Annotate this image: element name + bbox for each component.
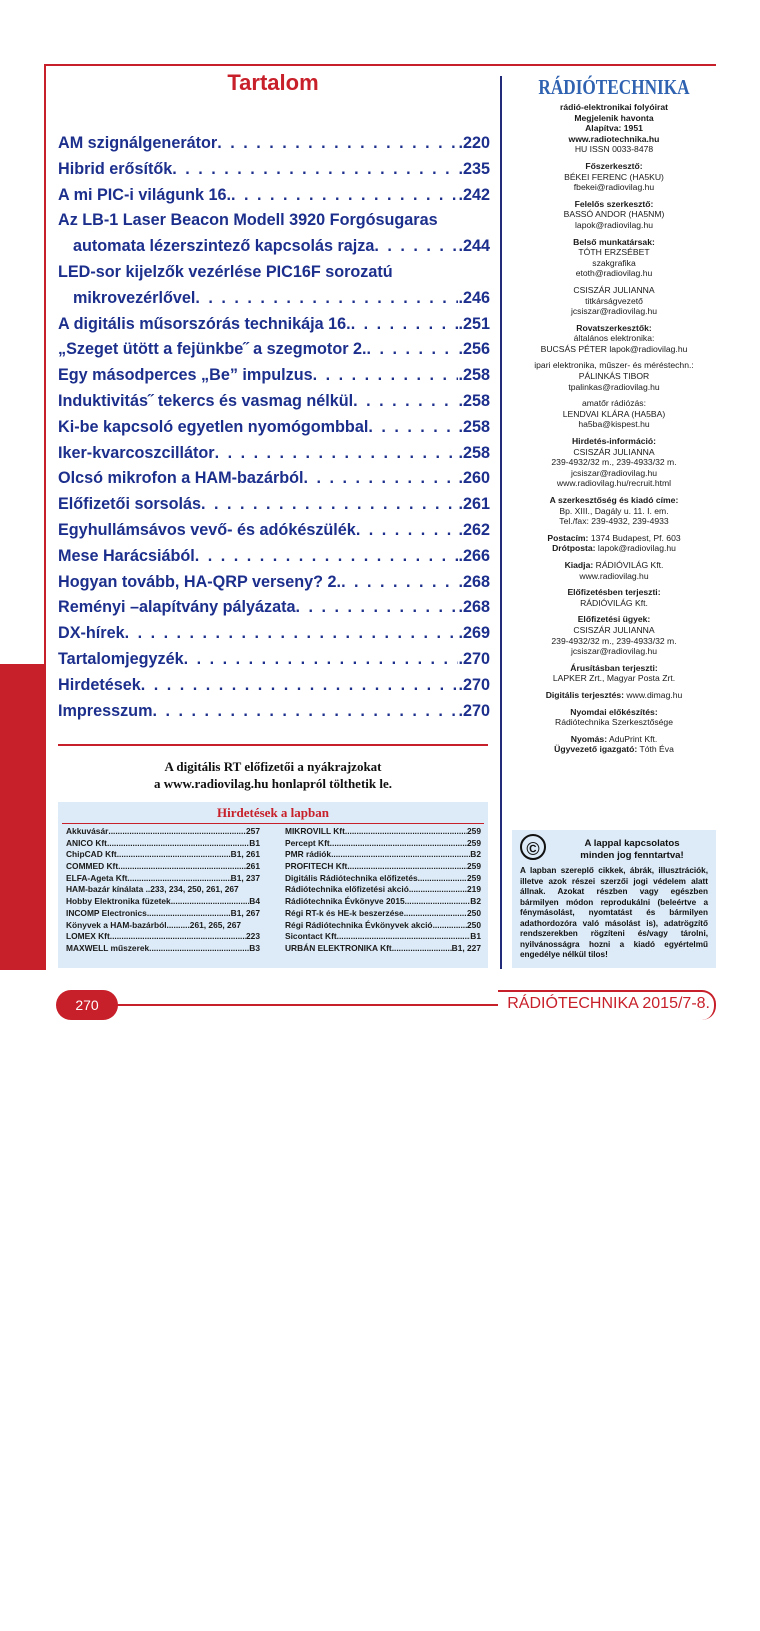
side-tab	[0, 664, 44, 1628]
notice-line-1: A digitális RT előfizetői a nyákrajzokat	[164, 759, 382, 774]
label: Drótposta:	[552, 543, 596, 554]
label: Főszerkesztő:	[585, 160, 643, 171]
left-frame-rule	[44, 64, 46, 970]
ad-entry-pages: B4	[249, 896, 260, 907]
ads-column-right	[285, 826, 481, 955]
toc-entry-page: .270	[458, 701, 490, 720]
ad-entry	[285, 873, 481, 885]
ad-entry	[285, 884, 481, 896]
ad-entry-pages: B2	[470, 849, 481, 860]
label: Nyomás:	[570, 733, 608, 744]
toc-entry-title: Olcsó mikrofon a HAM-bazárból	[58, 469, 304, 488]
toc-entry-title: Reményi –alapítvány pályázata	[58, 598, 296, 617]
toc-entry-page: .258	[458, 391, 490, 410]
ad-entry	[285, 896, 481, 908]
email: ha5ba@kispest.hu	[578, 419, 650, 430]
ad-entry	[66, 931, 260, 943]
value: LAPKER Zrt., Magyar Posta Zrt.	[552, 673, 676, 684]
printing	[512, 734, 716, 755]
toc-entry	[58, 183, 490, 209]
value: www.radiovilag.hu/recruit.html	[556, 478, 672, 489]
label: Belső munkatársak:	[573, 236, 655, 247]
ad-entry-pages: 259	[467, 872, 481, 883]
responsible-editor	[512, 199, 716, 231]
email: jcsiszar@radiovilag.hu	[570, 306, 658, 317]
ad-entry-pages: 250	[467, 919, 481, 930]
ad-entry	[66, 861, 260, 873]
value: Tóth Éva	[639, 744, 674, 755]
ad-entry	[285, 861, 481, 873]
prepress	[512, 707, 716, 728]
toc-entry-page: .258	[458, 417, 490, 436]
toc-entry-title: A digitális műsorszórás technikája 16.	[58, 314, 351, 333]
email: lapok@radiovilag.hu	[597, 543, 676, 554]
value: általános elektronika:	[573, 333, 655, 344]
value: CSISZÁR JULIANNA	[573, 446, 655, 457]
page-number: 270	[56, 990, 118, 1020]
label: Felelős szerkesztő:	[574, 198, 654, 209]
intro-line: Alapítva: 1951	[585, 123, 643, 134]
subscriptions	[512, 614, 716, 656]
ad-entry-pages: B1	[470, 931, 481, 942]
label: Rovatszerkesztők:	[576, 322, 652, 333]
ad-entry	[66, 943, 260, 955]
toc-entry	[58, 544, 490, 570]
value: szakgrafika	[592, 257, 636, 268]
ad-entry-pages: B1, 237	[230, 872, 260, 883]
ad-entry	[66, 920, 260, 932]
column-divider	[500, 76, 502, 969]
label: Nyomdai előkészítés:	[570, 706, 658, 717]
value: BASSÓ ANDOR (HA5NM)	[563, 209, 665, 220]
ad-entry-name: Régi Rádiótechnika Évkönyvek akció	[285, 919, 433, 930]
toc-entry-title: Hogyan tovább, HA-QRP verseny? 2.	[58, 572, 342, 591]
section-editors	[512, 323, 716, 430]
ads-column-left	[66, 826, 260, 955]
value: www.dimag.hu	[626, 689, 683, 700]
copyright-heading-line: minden jog fenntartva!	[580, 850, 684, 861]
toc-entry-title: Egy másodperces „Be” impulzus	[58, 366, 313, 385]
toc-entry-title: Hibrid erősítők	[58, 159, 173, 178]
toc-heading: Tartalom	[227, 70, 319, 95]
top-frame-rule	[44, 64, 716, 66]
toc-entry-title: LED-sor kijelzők vezérlése PIC16F sorozatú	[58, 262, 393, 281]
toc-entry-title: Az LB-1 Laser Beacon Modell 3920 Forgósugaras	[58, 211, 438, 230]
ad-entry	[66, 849, 260, 861]
toc-entry-page: .220	[458, 134, 490, 152]
label: Árusításban terjeszti:	[570, 662, 658, 673]
ad-entry	[66, 884, 260, 896]
value: LENDVAI KLÁRA (HA5BA)	[562, 408, 666, 419]
intro-line: Megjelenik havonta	[574, 112, 654, 123]
notice-line-2: a www.radiovilag.hu honlapról tölthetik le.	[154, 776, 392, 791]
ad-entry-name: ChipCAD Kft.	[66, 849, 120, 860]
value: BÉKEI FERENC (HA5KU)	[564, 171, 664, 182]
intro-line: www.radiotechnika.hu	[568, 133, 660, 144]
label: Hirdetés-információ:	[571, 436, 657, 447]
toc-entry	[58, 415, 490, 441]
copyright-heading	[552, 838, 712, 862]
ad-entry-name: MAXWELL műszerek	[66, 942, 150, 953]
ad-entry-name: LOMEX Kft.	[66, 931, 113, 942]
ad-entry-pages: B3	[249, 942, 260, 953]
ad-entry-name: ANICO Kft.	[66, 837, 110, 848]
label: Előfizetési ügyek:	[577, 614, 651, 625]
value: ipari elektronika, műszer- és méréstechn.:	[534, 360, 694, 371]
toc-entry	[58, 363, 490, 389]
ad-entry	[285, 931, 481, 943]
ad-entry-name: ELFA-Ageta Kft.	[66, 872, 130, 883]
toc-entry	[58, 492, 490, 518]
toc-entry-page: .269	[458, 624, 490, 643]
ad-information	[512, 436, 716, 489]
ad-entry-name: URBÁN ELEKTRONIKA Kft.	[285, 942, 395, 953]
toc-entry-title: A mi PIC-i világunk 16.	[58, 185, 232, 204]
ad-entry-name: Sicontact Kft.	[285, 931, 339, 942]
ad-entry-pages: 259	[467, 861, 481, 872]
toc-entry	[58, 621, 490, 647]
ad-entry	[285, 908, 481, 920]
staff	[512, 237, 716, 317]
ad-entry-name: Hobby Elektronika füzetek	[66, 896, 171, 907]
ad-entry-pages: B1, 267	[230, 907, 260, 918]
toc-entry-page: .256	[458, 340, 490, 359]
footer-magazine-title: RÁDIÓTECHNIKA 2015/7-8.	[507, 995, 710, 1012]
toc-entry-page: .244	[458, 237, 490, 256]
toc-entry-page: .270	[458, 649, 490, 668]
ad-entry	[285, 849, 481, 861]
toc-entry	[58, 647, 490, 673]
digital-distribution	[512, 690, 716, 701]
email: etoth@radiovilag.hu	[575, 268, 653, 279]
value: Rádiótechnika Szerkesztősége	[555, 717, 673, 728]
value: CSISZÁR JULIANNA	[573, 284, 655, 295]
toc-entry-page: .268	[458, 572, 490, 591]
ad-entry-pages: 259	[467, 826, 481, 836]
value: 1374 Budapest, Pf. 603	[590, 532, 681, 543]
label: Ügyvezető igazgató:	[554, 744, 638, 755]
toc-entry-page: .261	[458, 495, 490, 514]
toc-entry	[58, 260, 490, 312]
ad-entry-name: Digitális Rádiótechnika előfizetés	[285, 872, 418, 883]
ad-entry	[285, 943, 481, 955]
subscription-distribution	[512, 587, 716, 608]
ad-entry-name: INCOMP Electronics	[66, 907, 147, 918]
value: BUCSÁS PÉTER lapok@radiovilag.hu	[540, 343, 688, 354]
ad-entry	[285, 826, 481, 838]
label: Digitális terjesztés:	[545, 689, 625, 700]
toc-entry-title: Induktivitás˝ tekercs és vasmag nélkül	[58, 391, 354, 410]
label: Postacím:	[547, 532, 589, 543]
value: 239-4932/32 m., 239-4933/32 m.	[551, 457, 677, 468]
toc-entry-page: .235	[458, 159, 490, 178]
value: RÁDIÓVILÁG Kft.	[580, 597, 648, 608]
toc-entry	[58, 208, 490, 260]
ad-entry-name: PMR rádiók	[285, 849, 332, 860]
ad-entry-name: Percept Kft.	[285, 837, 333, 848]
download-notice	[58, 758, 488, 792]
ad-entry	[285, 920, 481, 932]
toc-entry-title: Tartalomjegyzék	[58, 649, 184, 668]
toc-entry-page: .262	[458, 520, 490, 539]
ad-entry-pages: B1	[249, 837, 260, 848]
email: lapok@radiovilag.hu	[575, 219, 653, 230]
ad-entry-name: COMMED Kft.	[66, 861, 121, 872]
toc-entry-page: .251	[458, 314, 490, 333]
value: www.radiovilag.hu	[579, 570, 649, 581]
ad-entry-pages: 223	[246, 931, 260, 942]
toc-entry-title: „Szeget ütött a fejünkbe˝ a szegmotor 2.	[58, 340, 367, 359]
label: Előfizetésben terjeszti:	[567, 587, 661, 598]
ad-entry-name: Rádiótechnika előfizetési akció	[285, 884, 409, 895]
ad-entry-pages: 219	[467, 884, 481, 895]
ad-entry-pages: 250	[467, 907, 481, 918]
toc-entry-title: AM szignálgenerátor	[58, 134, 218, 152]
value: 239-4932/32 m., 239-4933/32 m.	[551, 635, 677, 646]
ad-entry-pages: 259	[467, 837, 481, 848]
toc-entry-title: mikrovezérlővel	[73, 288, 196, 307]
footer-rule	[112, 1004, 498, 1006]
value: PÁLINKÁS TIBOR	[578, 371, 650, 382]
ad-entry-pages: 261	[246, 861, 260, 872]
ad-entry-name: HAM-bazár kínálata ..233, 234, 250, 261, 267	[66, 884, 239, 895]
impressum	[512, 74, 716, 761]
publisher	[512, 560, 716, 581]
side-tab-text	[5, 1331, 39, 1631]
ad-entry-name: Könyvek a HAM-bazárból..........261, 265, 267	[66, 919, 242, 930]
magazine-logo: RÁDIÓTECHNIKA	[538, 75, 690, 99]
toc-entry-title: Ki-be kapcsoló egyetlen nyomógombbal	[58, 417, 369, 436]
email: fbekei@radiovilag.hu	[573, 182, 655, 193]
label: Kiadja:	[564, 559, 594, 570]
value: AduPrint Kft.	[608, 733, 658, 744]
ad-entry-name: MIKROVILL Kft.	[285, 826, 348, 836]
ad-entry	[66, 908, 260, 920]
toc-entry-page: .258	[458, 366, 490, 385]
email: jcsiszar@radiovilag.hu	[570, 646, 658, 657]
toc-entry	[58, 441, 490, 467]
value: titkárságvezető	[585, 295, 643, 306]
ad-entry-pages: B1, 227	[451, 942, 481, 953]
ad-entry	[66, 826, 260, 838]
toc-entry-page: .246	[458, 288, 490, 307]
intro-line: HU ISSN 0033-8478	[574, 144, 654, 155]
toc-entry	[58, 389, 490, 415]
toc-entry-page: .258	[458, 443, 490, 462]
ad-entry-name: Rádiótechnika Évkönyve 2015.	[285, 896, 407, 907]
intro-line: rádió-elektronikai folyóirat	[560, 102, 668, 112]
toc-entry	[58, 673, 490, 699]
toc-entry-title: automata lézerszintező kapcsolás rajza	[73, 237, 375, 256]
ads-index-title: Hirdetések a lapban	[217, 805, 329, 820]
copyright-heading-line: A lappal kapcsolatos	[584, 838, 680, 849]
label: A szerkesztőség és kiadó címe:	[549, 495, 679, 505]
impressum-intro	[512, 102, 716, 155]
toc-entry	[58, 518, 490, 544]
ad-entry-name: Akkuvásár	[66, 826, 109, 836]
value: Bp. XIII., Dagály u. 11. I. em.	[559, 505, 669, 516]
side-tab-title: HIRDETÉSEK A LAPBAN	[4, 1334, 26, 1628]
email: jcsiszar@radiovilag.hu	[570, 467, 658, 478]
value: RÁDIÓVILÁG Kft.	[595, 559, 664, 570]
toc-entry-page: .270	[458, 675, 490, 694]
toc-entry	[58, 312, 490, 338]
toc-entry-title: Iker-kvarcoszcillátor	[58, 443, 215, 462]
toc-entry	[58, 595, 490, 621]
ad-entry	[66, 896, 260, 908]
toc-entry-page: .260	[458, 469, 490, 488]
ads-index-rule	[62, 823, 484, 824]
toc-entry-page: .268	[458, 598, 490, 617]
toc-entry	[58, 157, 490, 183]
ad-entry	[66, 873, 260, 885]
value: CSISZÁR JULIANNA	[573, 624, 655, 635]
chief-editor	[512, 161, 716, 193]
toc-entry-title: Előfizetői sorsolás	[58, 495, 202, 514]
publisher-address	[512, 495, 716, 527]
value: Tel./fax: 239-4932, 239-4933	[559, 516, 669, 527]
toc-entry-page: .242	[458, 185, 490, 204]
toc-entry	[58, 131, 490, 157]
value: TÓTH ERZSÉBET	[578, 247, 650, 258]
value: amatőr rádiózás:	[581, 398, 646, 409]
toc-entry-title: Impresszum	[58, 701, 153, 720]
notice-rule	[58, 744, 488, 746]
copyright-icon: ©	[520, 834, 546, 860]
copyright-box	[512, 830, 716, 968]
toc-entry	[58, 699, 490, 725]
ad-entry	[66, 838, 260, 850]
email: tpalinkas@radiovilag.hu	[568, 381, 660, 392]
toc-entry	[58, 570, 490, 596]
toc-entry-title: Hirdetések	[58, 675, 141, 694]
retail	[512, 663, 716, 684]
postal	[512, 533, 716, 554]
ad-entry-name: PROFITECH Kft.	[285, 861, 350, 872]
ad-entry	[285, 838, 481, 850]
toc-entry-title: Mese Harácsiából	[58, 546, 195, 565]
ads-index-box	[58, 802, 488, 968]
toc-entry-page: .266	[458, 546, 490, 565]
table-of-contents	[58, 131, 490, 724]
toc-entry	[58, 337, 490, 363]
ad-entry-name: Régi RT-k és HE-k beszerzése	[285, 907, 404, 918]
toc-entry-title: DX-hírek	[58, 624, 125, 643]
copyright-text: A lapban szereplő cikkek, ábrák, illusztrációk, illetve azok részei szerzői jogi védelem alatt állnak. Azokat részben vagy egészben bármilyen módon reprodukálni (beleértve a fénymásolást, nyomtatást és bármilyen adathordozóra való másolást is), adatrögzítő rendszerekben rögzíteni és/vagy tárolni, nyilvánosságra hozni a kiadó egyértelmű engedélye nélkül tilos!	[520, 866, 708, 959]
ad-entry-pages: 257	[246, 826, 260, 836]
toc-entry-title: Egyhullámsávos vevő- és adókészülék	[58, 520, 356, 539]
toc-entry	[58, 466, 490, 492]
ad-entry-pages: B1, 261	[230, 849, 260, 860]
ad-entry-pages: B2	[470, 896, 481, 907]
side-tab-subtitle: IMPRESSZUM	[27, 1424, 39, 1538]
